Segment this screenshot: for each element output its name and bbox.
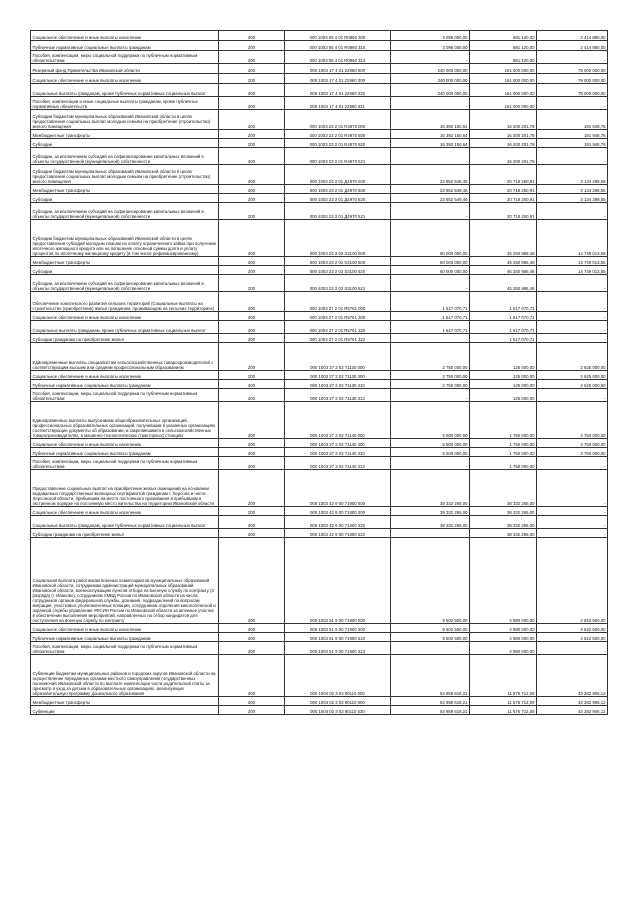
executed-amount-cell: 1 750 000,00 (470, 402, 537, 439)
table-row (31, 470, 608, 507)
approved-amount-cell: - (391, 389, 470, 402)
line-code-cell: 200 (219, 633, 285, 642)
row-name-cell: Единовременные выплаты выпускникам общеобразовательных организаций, профессиональных образовательных организаций, получившим в указанных организациях соответствующие документы об образовании, и закрепившимся в сельскохозяйственных товаропроизводителях, в машинно-технологических (тракторных) станциях (31, 402, 219, 439)
unexecuted-amount-cell: 14 749 013,55 (537, 220, 608, 257)
budget-classification-cell: 000 1003 17 4 01 22960 000 (285, 64, 391, 74)
budget-classification-cell: 000 1003 51 9 00 71900 310 (285, 633, 391, 642)
budget-classification-cell: 000 1003 27 2 01 R5761 320 (285, 321, 391, 334)
row-name-cell: Социальное обеспечение и иные выплаты населению (31, 439, 219, 448)
line-code-cell: 200 (219, 448, 285, 457)
unexecuted-amount-cell: 3 750 000,00 (537, 448, 608, 457)
approved-amount-cell: 60 000 000,00 (391, 257, 470, 266)
table-row (31, 380, 608, 389)
row-name-cell: Публичные нормативные социальные выплаты гражданам (31, 41, 219, 51)
line-code-cell: 200 (219, 507, 285, 516)
budget-classification-cell: 000 1003 27 2 01 R5761 000 (285, 292, 391, 312)
approved-amount-cell: 23 852 549,46 (391, 194, 470, 203)
approved-amount-cell: 240 000 000,00 (391, 74, 470, 84)
line-code-cell: 200 (219, 389, 285, 402)
table-row (31, 655, 608, 697)
unexecuted-amount-cell: - (537, 312, 608, 321)
row-name-cell: Социальные выплаты гражданам, кроме публичных нормативных социальных выплат (31, 84, 219, 97)
executed-amount-cell: 38 332 265,00 (470, 470, 537, 507)
table-body (31, 31, 608, 715)
unexecuted-amount-cell: - (537, 642, 608, 655)
row-name-cell: Субсидии гражданам на приобретение жилья (31, 334, 219, 343)
line-code-cell: 200 (219, 275, 285, 292)
row-name-cell: Предоставление социальных выплат на приобретение жилых помещений на основании выдаваемых государственных жилищных сертификатов гражданам г. Херсона и части Херсонской области, прибывшим на место постоянного проживания и прибывшим в экстренном порядке на постоянную место жительства на территорию Ивановской области (31, 470, 219, 507)
row-name-cell: Субсидии бюджетам муниципальных образований Ивановской области в целях предоставления социальных выплат молодым семьям на приобретение (строительство) жилого помещения (31, 110, 219, 130)
executed-amount-cell: 20 718 250,91 (470, 185, 537, 194)
unexecuted-amount-cell: 4 622 500,00 (537, 624, 608, 633)
line-code-cell: 200 (219, 41, 285, 51)
budget-classification-cell: 000 1003 23 2 01 Д4970 000 (285, 165, 391, 185)
approved-amount-cell: 38 332 265,00 (391, 507, 470, 516)
executed-amount-cell: 38 332 265,00 (470, 507, 537, 516)
executed-amount-cell: 16 200 201,78 (470, 148, 537, 165)
approved-amount-cell: 240 000 000,00 (391, 64, 470, 74)
table-row (31, 110, 608, 130)
executed-amount-cell: 11 676 712,09 (470, 697, 537, 706)
executed-amount-cell: 1 617 070,71 (470, 334, 537, 343)
line-code-cell: 200 (219, 110, 285, 130)
line-code-cell: 200 (219, 380, 285, 389)
table-row (31, 706, 608, 715)
table-row (31, 220, 608, 257)
executed-amount-cell: 1 750 000,00 (470, 439, 537, 448)
line-code-cell: 200 (219, 457, 285, 470)
line-code-cell: 200 (219, 266, 285, 275)
budget-classification-cell: 000 1003 17 4 01 22960 321 (285, 97, 391, 110)
row-name-cell: Социальные выплаты гражданам, кроме публичных нормативных социальных выплат (31, 516, 219, 529)
unexecuted-amount-cell: - (537, 389, 608, 402)
line-code-cell: 200 (219, 292, 285, 312)
line-code-cell: 200 (219, 343, 285, 371)
row-name-cell: Публичные нормативные социальные выплаты гражданам (31, 633, 219, 642)
executed-amount-cell: 4 980 000,00 (470, 624, 537, 633)
budget-classification-cell: 000 1003 23 2 01 R4970 521 (285, 148, 391, 165)
executed-amount-cell: 1 750 000,00 (470, 448, 537, 457)
table-row (31, 148, 608, 165)
row-name-cell: Публичные нормативные социальные выплаты гражданам (31, 448, 219, 457)
executed-amount-cell: 1 617 070,71 (470, 292, 537, 312)
approved-amount-cell: 2 750 000,00 (391, 343, 470, 371)
row-name-cell: Пособия, компенсации, меры социальной поддержки по публичным нормативным обязательствам (31, 51, 219, 64)
unexecuted-amount-cell: - (537, 51, 608, 64)
unexecuted-amount-cell: - (537, 275, 608, 292)
budget-classification-cell: 000 1003 23 2 01 R4970 000 (285, 110, 391, 130)
table-row (31, 697, 608, 706)
executed-amount-cell: 125 000,00 (470, 380, 537, 389)
table-row (31, 529, 608, 538)
unexecuted-amount-cell: - (537, 457, 608, 470)
approved-amount-cell: 38 332 265,00 (391, 516, 470, 529)
budget-classification-cell: 000 1003 23 2 01 Д4970 500 (285, 185, 391, 194)
table-row (31, 266, 608, 275)
table-row (31, 203, 608, 220)
approved-amount-cell: 54 959 618,21 (391, 655, 470, 697)
table-row (31, 633, 608, 642)
unexecuted-amount-cell: 14 749 013,55 (537, 266, 608, 275)
row-name-cell: Субсидии, за исключением субсидий на софинансирование капитальных вложений в объекты государственной (муниципальной) собственности (31, 203, 219, 220)
executed-amount-cell: 1 750 000,00 (470, 457, 537, 470)
line-code-cell: 200 (219, 64, 285, 74)
approved-amount-cell: 60 000 000,00 (391, 266, 470, 275)
table-row (31, 516, 608, 529)
budget-classification-cell: 000 1003 23 2 01 R4970 520 (285, 139, 391, 148)
executed-amount-cell: 125 000,00 (470, 371, 537, 380)
unexecuted-amount-cell: 79 000 000,00 (537, 74, 608, 84)
row-name-cell: Пособия, компенсации, меры социальной поддержки по публичным нормативным обязательствам (31, 457, 219, 470)
budget-classification-cell: 000 1004 02 3 02 80110 530 (285, 706, 391, 715)
line-code-cell: 200 (219, 516, 285, 529)
table-row (31, 275, 608, 292)
table-row (31, 194, 608, 203)
unexecuted-amount-cell: - (537, 529, 608, 538)
budget-classification-cell: 000 1003 51 9 00 71900 000 (285, 538, 391, 624)
approved-amount-cell: - (391, 97, 470, 110)
approved-amount-cell: 16 392 150,64 (391, 110, 470, 130)
row-name-cell: Субсидии, за исключением субсидий на софинансирование капитальных вложений в объекты государственной (муниципальной) собственности (31, 148, 219, 165)
unexecuted-amount-cell: 2 625 000,00 (537, 371, 608, 380)
line-code-cell: 200 (219, 655, 285, 697)
budget-classification-cell: 000 1003 23 2 02 S3100 521 (285, 275, 391, 292)
budget-classification-cell: 000 1003 27 2 01 R5761 322 (285, 334, 391, 343)
approved-amount-cell: 38 332 265,00 (391, 470, 470, 507)
approved-amount-cell: 1 617 070,71 (391, 321, 470, 334)
row-name-cell: Социальное обеспечение и иные выплаты населению (31, 624, 219, 633)
executed-amount-cell: 16 200 201,78 (470, 130, 537, 139)
unexecuted-amount-cell: 4 622 500,00 (537, 633, 608, 642)
executed-amount-cell: 681 120,00 (470, 31, 537, 41)
line-code-cell: 200 (219, 334, 285, 343)
budget-classification-cell: 000 1003 27 2 02 71130 000 (285, 343, 391, 371)
line-code-cell: 200 (219, 203, 285, 220)
row-name-cell: Межбюджетные трансферты (31, 130, 219, 139)
unexecuted-amount-cell: 43 282 906,12 (537, 655, 608, 697)
line-code-cell: 200 (219, 74, 285, 84)
budget-classification-cell: 000 1003 27 2 02 71130 313 (285, 389, 391, 402)
unexecuted-amount-cell: 79 000 000,00 (537, 64, 608, 74)
unexecuted-amount-cell: 2 625 000,00 (537, 380, 608, 389)
budget-classification-cell: 000 1003 42 9 00 71800 320 (285, 516, 391, 529)
unexecuted-amount-cell: 2 414 880,00 (537, 31, 608, 41)
budget-classification-cell: 000 1003 23 2 01 Д4970 520 (285, 194, 391, 203)
executed-amount-cell: 4 980 000,00 (470, 642, 537, 655)
table-row (31, 448, 608, 457)
approved-amount-cell: 9 602 500,00 (391, 624, 470, 633)
unexecuted-amount-cell: 79 000 000,00 (537, 84, 608, 97)
unexecuted-amount-cell: 3 134 298,55 (537, 194, 608, 203)
executed-amount-cell: 681 120,00 (470, 51, 537, 64)
row-name-cell: Социальная выплата работникам военных комиссариатов муниципальных образований Ивановской области, сотрудникам администраций муниципальных образований Ивановской области, военнослужащим пунктов отбора на военную службу по контракту (3 разряда) (г. Иваново), сотрудникам УМВД России по Ивановской области из числа сотрудников органов федеральной службы, дознания, подразделений по вопросам миграции, участковых уполномоченных полиции, сотрудникам отделения кинологической и охранной службы управления УФСИН России по Ивановской области за активное участие в обеспечении выполнения мероприятий, направленных на отбор кандидатов для поступления на военную службу по контракту (31, 538, 219, 624)
unexecuted-amount-cell: - (537, 321, 608, 334)
table-row (31, 185, 608, 194)
budget-classification-cell: 000 1003 27 2 02 71130 310 (285, 380, 391, 389)
table-row (31, 439, 608, 448)
approved-amount-cell: 240 000 000,00 (391, 84, 470, 97)
row-name-cell: Социальное обеспечение и иные выплаты населению (31, 312, 219, 321)
executed-amount-cell: 161 000 000,00 (470, 84, 537, 97)
row-name-cell: Субсидии (31, 266, 219, 275)
unexecuted-amount-cell: - (537, 292, 608, 312)
executed-amount-cell: 20 718 250,91 (470, 194, 537, 203)
line-code-cell: 200 (219, 257, 285, 266)
line-code-cell: 200 (219, 321, 285, 334)
table-row (31, 130, 608, 139)
unexecuted-amount-cell: - (537, 334, 608, 343)
executed-amount-cell: 16 200 201,78 (470, 139, 537, 148)
budget-classification-cell: 000 1003 42 9 00 71800 300 (285, 507, 391, 516)
line-code-cell: 200 (219, 312, 285, 321)
approved-amount-cell: 3 096 000,00 (391, 41, 470, 51)
executed-amount-cell: 4 980 000,00 (470, 538, 537, 624)
row-name-cell: Субсидии (31, 139, 219, 148)
unexecuted-amount-cell: 43 282 906,12 (537, 706, 608, 715)
table-row (31, 343, 608, 371)
line-code-cell: 200 (219, 220, 285, 257)
approved-amount-cell: - (391, 642, 470, 655)
unexecuted-amount-cell: - (537, 97, 608, 110)
table-row (31, 64, 608, 74)
unexecuted-amount-cell: 3 750 000,00 (537, 402, 608, 439)
approved-amount-cell: 5 500 000,00 (391, 439, 470, 448)
row-name-cell: Субсидии, за исключением субсидий на софинансирование капитальных вложений в объекты государственной (муниципальной) собственности (31, 275, 219, 292)
row-name-cell: Единовременные выплаты специалистам сельскохозяйственных товаропроизводителей с соответствующим высшим или средним профессиональным образованием (31, 343, 219, 371)
approved-amount-cell: 2 750 000,00 (391, 371, 470, 380)
line-code-cell: 200 (219, 706, 285, 715)
table-row (31, 624, 608, 633)
budget-classification-cell: 000 1003 27 2 02 71130 300 (285, 371, 391, 380)
executed-amount-cell: 45 250 986,46 (470, 266, 537, 275)
budget-classification-cell: 000 1003 05 4 01 R0860 300 (285, 31, 391, 41)
executed-amount-cell: 125 000,00 (470, 389, 537, 402)
line-code-cell: 200 (219, 642, 285, 655)
table-row (31, 538, 608, 624)
approved-amount-cell: - (391, 275, 470, 292)
row-name-cell: Пособия, компенсации, меры социальной поддержки по публичным нормативным обязательствам (31, 389, 219, 402)
approved-amount-cell: 23 852 549,46 (391, 165, 470, 185)
executed-amount-cell: 45 250 986,46 (470, 275, 537, 292)
approved-amount-cell: - (391, 529, 470, 538)
budget-classification-cell: 000 1003 42 9 00 71800 322 (285, 529, 391, 538)
line-code-cell: 200 (219, 165, 285, 185)
executed-amount-cell: 681 120,00 (470, 41, 537, 51)
approved-amount-cell: - (391, 203, 470, 220)
line-code-cell: 200 (219, 470, 285, 507)
executed-amount-cell: 4 980 000,00 (470, 633, 537, 642)
row-name-cell: Обеспечение комплексного развития сельских территорий (Социальные выплаты на строительство (приобретение) жилья гражданам, проживающим на сельских территориях) (31, 292, 219, 312)
budget-classification-cell: 000 1003 05 4 01 R0860 310 (285, 41, 391, 51)
executed-amount-cell: 161 000 000,00 (470, 74, 537, 84)
budget-classification-cell: 000 1003 27 2 02 71140 313 (285, 457, 391, 470)
unexecuted-amount-cell: - (537, 516, 608, 529)
approved-amount-cell: 9 602 500,00 (391, 538, 470, 624)
executed-amount-cell: 161 000 000,00 (470, 97, 537, 110)
executed-amount-cell: 125 000,00 (470, 343, 537, 371)
budget-classification-cell: 000 1003 23 2 02 S3100 000 (285, 220, 391, 257)
table-row (31, 292, 608, 312)
row-name-cell: Субсидии бюджетам муниципальных образований Ивановской области в целях предоставления социальных выплат молодым семьям на приобретение (строительство) жилого помещения (31, 165, 219, 185)
executed-amount-cell: 45 250 986,46 (470, 257, 537, 266)
line-code-cell: 200 (219, 139, 285, 148)
budget-classification-cell: 000 1003 27 2 02 71140 310 (285, 448, 391, 457)
approved-amount-cell: - (391, 457, 470, 470)
unexecuted-amount-cell: 4 622 500,00 (537, 538, 608, 624)
budget-classification-cell: 000 1003 23 2 01 R4970 500 (285, 130, 391, 139)
unexecuted-amount-cell: - (537, 507, 608, 516)
budget-classification-cell: 000 1003 51 9 00 71900 300 (285, 624, 391, 633)
budget-classification-cell: 000 1003 27 2 02 71140 300 (285, 439, 391, 448)
table-row (31, 257, 608, 266)
row-name-cell: Пособия, компенсации и иные социальные выплаты гражданам, кроме публичных нормативных обязательств (31, 97, 219, 110)
table-row (31, 371, 608, 380)
executed-amount-cell: 38 332 265,00 (470, 516, 537, 529)
row-name-cell: Субсидии гражданам на приобретение жилья (31, 529, 219, 538)
approved-amount-cell: 23 852 549,46 (391, 185, 470, 194)
budget-classification-cell: 000 1004 02 3 02 80110 500 (285, 697, 391, 706)
unexecuted-amount-cell: - (537, 203, 608, 220)
approved-amount-cell: 60 000 000,00 (391, 220, 470, 257)
table-row (31, 41, 608, 51)
budget-classification-cell: 000 1003 23 2 02 S3100 500 (285, 257, 391, 266)
approved-amount-cell: - (391, 51, 470, 64)
executed-amount-cell: 11 676 712,09 (470, 655, 537, 697)
unexecuted-amount-cell: - (537, 148, 608, 165)
line-code-cell: 200 (219, 97, 285, 110)
row-name-cell: Межбюджетные трансферты (31, 185, 219, 194)
unexecuted-amount-cell: 14 749 013,55 (537, 257, 608, 266)
unexecuted-amount-cell: 191 948,76 (537, 130, 608, 139)
budget-classification-cell: 000 1004 02 3 02 80110 000 (285, 655, 391, 697)
table-row (31, 165, 608, 185)
table-row (31, 389, 608, 402)
unexecuted-amount-cell: 191 948,76 (537, 110, 608, 130)
line-code-cell: 200 (219, 371, 285, 380)
executed-amount-cell: 20 718 250,91 (470, 165, 537, 185)
line-code-cell: 200 (219, 439, 285, 448)
row-name-cell: Межбюджетные трансферты (31, 257, 219, 266)
unexecuted-amount-cell: 191 948,76 (537, 139, 608, 148)
line-code-cell: 200 (219, 51, 285, 64)
unexecuted-amount-cell: 43 282 906,12 (537, 697, 608, 706)
budget-classification-cell: 000 1003 23 2 01 Д4970 521 (285, 203, 391, 220)
budget-classification-cell: 000 1003 42 9 00 71800 000 (285, 470, 391, 507)
row-name-cell: Пособия, компенсации, меры социальной поддержки по публичным нормативным обязательствам (31, 642, 219, 655)
row-name-cell: Публичные нормативные социальные выплаты гражданам (31, 380, 219, 389)
budget-classification-cell: 000 1003 51 9 00 71900 313 (285, 642, 391, 655)
table-row (31, 402, 608, 439)
approved-amount-cell: 54 959 618,21 (391, 697, 470, 706)
row-name-cell: Межбюджетные трансферты (31, 697, 219, 706)
unexecuted-amount-cell: 3 134 298,55 (537, 185, 608, 194)
line-code-cell: 200 (219, 538, 285, 624)
approved-amount-cell: 1 617 070,71 (391, 292, 470, 312)
row-name-cell: Субвенции (31, 706, 219, 715)
table-row (31, 642, 608, 655)
table-row (31, 334, 608, 343)
row-name-cell: Социальные выплаты гражданам, кроме публичных нормативных социальных выплат (31, 321, 219, 334)
budget-classification-cell: 000 1003 23 2 02 S3100 520 (285, 266, 391, 275)
approved-amount-cell: 54 959 618,21 (391, 706, 470, 715)
executed-amount-cell: 16 200 201,78 (470, 110, 537, 130)
table-row (31, 321, 608, 334)
budget-classification-cell: 000 1003 05 4 01 R0860 313 (285, 51, 391, 64)
executed-amount-cell: 1 617 070,71 (470, 321, 537, 334)
approved-amount-cell: 16 392 150,64 (391, 139, 470, 148)
table-row (31, 457, 608, 470)
row-name-cell: Социальное обеспечение и иные выплаты населению (31, 74, 219, 84)
line-code-cell: 200 (219, 697, 285, 706)
executed-amount-cell: 38 332 265,00 (470, 529, 537, 538)
unexecuted-amount-cell: 2 625 000,00 (537, 343, 608, 371)
row-name-cell: Субвенции бюджетам муниципальных районов и городских округов Ивановской области на осуществление переданных органам местного самоуправления государственных полномочий Ивановской области по выплате компенсации части родительской платы за присмотр и уход за детьми в образовательных организациях, реализующих образовательную программу дошкольного образования (31, 655, 219, 697)
line-code-cell: 200 (219, 185, 285, 194)
approved-amount-cell: 16 392 150,64 (391, 130, 470, 139)
table-row (31, 31, 608, 41)
row-name-cell: Социальное обеспечение и иные выплаты населению (31, 371, 219, 380)
line-code-cell: 200 (219, 624, 285, 633)
line-code-cell: 200 (219, 402, 285, 439)
row-name-cell: Резервный фонд Правительства Ивановской области (31, 64, 219, 74)
budget-execution-table (30, 30, 608, 715)
row-name-cell: Субсидии (31, 194, 219, 203)
line-code-cell: 200 (219, 148, 285, 165)
executed-amount-cell: 20 718 250,91 (470, 203, 537, 220)
table-row (31, 312, 608, 321)
executed-amount-cell: 161 000 000,00 (470, 64, 537, 74)
table-row (31, 74, 608, 84)
budget-classification-cell: 000 1003 27 2 01 R5761 300 (285, 312, 391, 321)
row-name-cell: Социальное обеспечение и иные выплаты населению (31, 31, 219, 41)
table-row (31, 97, 608, 110)
line-code-cell: 200 (219, 194, 285, 203)
budget-classification-cell: 000 1003 17 4 01 22960 320 (285, 84, 391, 97)
approved-amount-cell: 1 617 070,71 (391, 312, 470, 321)
unexecuted-amount-cell: 3 134 298,55 (537, 165, 608, 185)
executed-amount-cell: 45 250 986,46 (470, 220, 537, 257)
executed-amount-cell: 1 617 070,71 (470, 312, 537, 321)
executed-amount-cell: 11 676 712,09 (470, 706, 537, 715)
approved-amount-cell: 5 500 000,00 (391, 448, 470, 457)
line-code-cell: 200 (219, 529, 285, 538)
approved-amount-cell: - (391, 148, 470, 165)
unexecuted-amount-cell: - (537, 470, 608, 507)
approved-amount-cell: - (391, 334, 470, 343)
table-row (31, 139, 608, 148)
table-row (31, 507, 608, 516)
approved-amount-cell: 3 096 000,00 (391, 31, 470, 41)
approved-amount-cell: 2 750 000,00 (391, 380, 470, 389)
budget-classification-cell: 000 1003 17 4 01 22960 300 (285, 74, 391, 84)
table-row (31, 84, 608, 97)
line-code-cell: 200 (219, 130, 285, 139)
table-row (31, 51, 608, 64)
line-code-cell: 200 (219, 31, 285, 41)
unexecuted-amount-cell: 3 750 000,00 (537, 439, 608, 448)
line-code-cell: 200 (219, 84, 285, 97)
unexecuted-amount-cell: 2 414 880,00 (537, 41, 608, 51)
row-name-cell: Социальное обеспечение и иные выплаты населению (31, 507, 219, 516)
row-name-cell: Субсидии бюджетам муниципальных образований Ивановской области в целях предоставления субсидий молодым семьям на оплату ограниченного займа при получении ипотечного жилищного кредита или на погашение основной суммы долга и уплату процентов по ипотечному жилищному кредиту (в том числе рефинансированному) (31, 220, 219, 257)
budget-classification-cell: 000 1003 27 2 02 71140 000 (285, 402, 391, 439)
approved-amount-cell: 5 500 000,00 (391, 402, 470, 439)
approved-amount-cell: 9 602 500,00 (391, 633, 470, 642)
